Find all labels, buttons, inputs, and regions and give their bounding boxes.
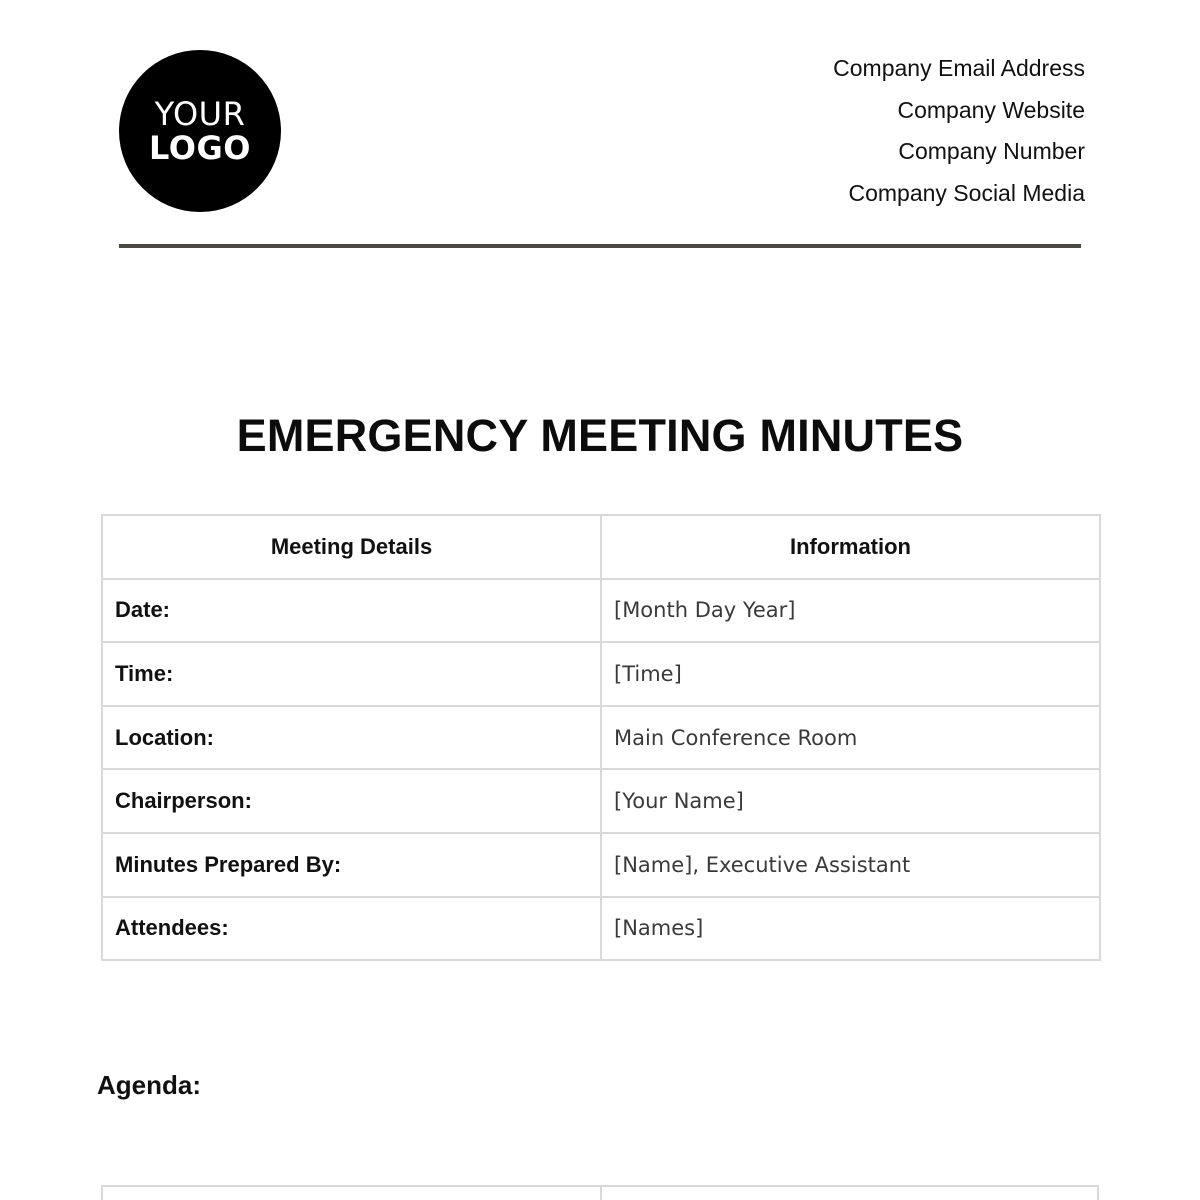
agenda-table-partial [101,1185,1099,1200]
row-label-minutes-prepared-by: Minutes Prepared By: [102,833,601,897]
header-divider [119,244,1081,248]
company-number: Company Number [898,138,1085,165]
column-header-meeting-details: Meeting Details [102,515,601,579]
company-email: Company Email Address [833,55,1085,81]
meeting-details-table [101,514,1101,961]
row-label-time: Time: [102,642,601,706]
table-row [102,897,1100,961]
row-value-chairperson: [Your Name] [601,769,1100,833]
table-row [102,642,1100,706]
row-label-location: Location: [102,706,601,770]
company-contact-block [833,53,1085,220]
row-value-attendees: [Names] [601,897,1100,961]
table-row [102,579,1100,643]
agenda-heading: Agenda: [97,1070,201,1100]
company-social-media: Company Social Media [848,180,1085,207]
document-title: EMERGENCY MEETING MINUTES [236,410,964,461]
company-website: Company Website [897,96,1085,123]
row-value-date: [Month Day Year] [601,579,1100,643]
logo-line-2: LOGO [149,129,251,167]
company-logo [119,50,281,212]
table-header-row [102,515,1100,579]
column-header-information: Information [601,515,1100,579]
row-label-date: Date: [102,579,601,643]
row-value-location: Main Conference Room [601,706,1100,770]
table-row [102,769,1100,833]
row-value-time: [Time] [601,642,1100,706]
table-row [102,833,1100,897]
logo-line-1: YOUR [154,95,246,133]
row-label-chairperson: Chairperson: [102,769,601,833]
table-row [102,706,1100,770]
row-label-attendees: Attendees: [102,897,601,961]
agenda-table-column-divider [600,1187,602,1200]
row-value-minutes-prepared-by: [Name], Executive Assistant [601,833,1100,897]
